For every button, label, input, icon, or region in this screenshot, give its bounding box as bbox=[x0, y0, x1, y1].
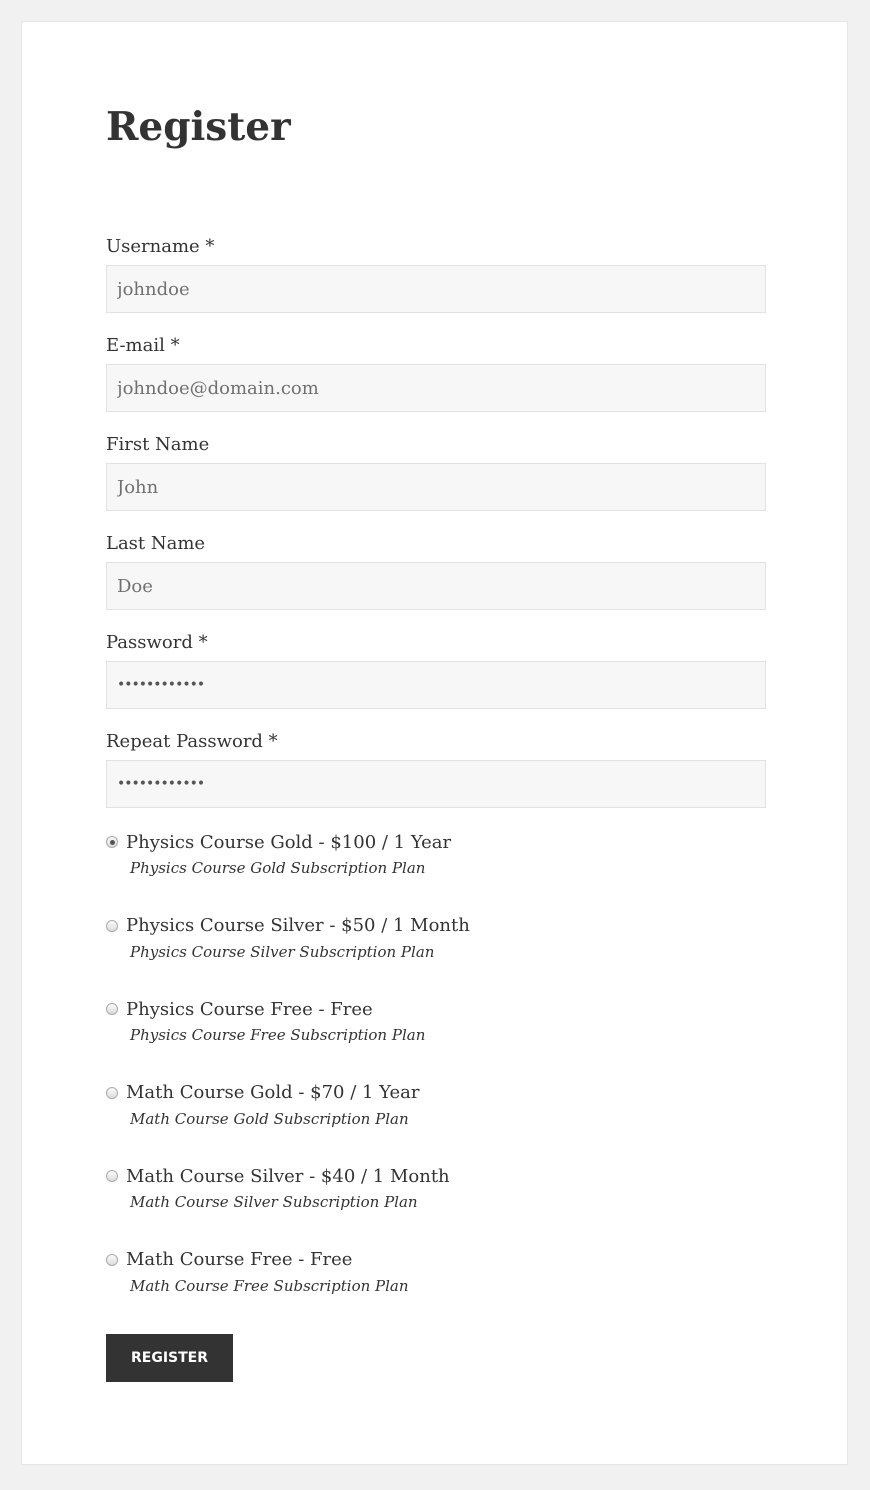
email-field bbox=[106, 334, 766, 412]
last-name-input[interactable] bbox=[106, 562, 766, 610]
plan-option[interactable] bbox=[106, 913, 766, 961]
plan-radio[interactable] bbox=[106, 1003, 118, 1015]
first-name-label: First Name bbox=[106, 434, 210, 455]
plan-option[interactable] bbox=[106, 1247, 766, 1295]
plan-title[interactable]: Math Course Gold - $70 / 1 Year bbox=[126, 1082, 420, 1103]
password-field bbox=[106, 631, 766, 709]
repeat-password-label: Repeat Password * bbox=[106, 731, 278, 752]
username-field bbox=[106, 235, 766, 313]
password-input[interactable] bbox=[106, 661, 766, 709]
plan-title[interactable]: Physics Course Gold - $100 / 1 Year bbox=[126, 831, 452, 853]
register-card bbox=[21, 21, 848, 1465]
plan-description: Math Course Gold Subscription Plan bbox=[130, 1109, 409, 1128]
plan-radio[interactable] bbox=[106, 836, 118, 848]
plan-option[interactable] bbox=[106, 996, 766, 1044]
password-label: Password * bbox=[106, 632, 208, 653]
plan-radio[interactable] bbox=[106, 1087, 118, 1099]
plan-description: Physics Course Gold Subscription Plan bbox=[130, 859, 426, 877]
first-name-field bbox=[106, 433, 766, 511]
plan-description: Physics Course Free Subscription Plan bbox=[130, 1026, 426, 1044]
plan-option[interactable] bbox=[106, 1163, 766, 1211]
plan-description: Physics Course Silver Subscription Plan bbox=[130, 942, 435, 961]
page-title: Register bbox=[106, 104, 291, 150]
plan-description: Math Course Silver Subscription Plan bbox=[130, 1193, 418, 1211]
email-label: E-mail * bbox=[106, 335, 180, 356]
first-name-input[interactable] bbox=[106, 463, 766, 511]
plan-title[interactable]: Math Course Silver - $40 / 1 Month bbox=[126, 1165, 450, 1187]
register-button[interactable]: REGISTER bbox=[106, 1334, 233, 1382]
last-name-field bbox=[106, 532, 766, 610]
plan-description: Math Course Free Subscription Plan bbox=[130, 1276, 409, 1295]
username-input[interactable] bbox=[106, 265, 766, 313]
last-name-label: Last Name bbox=[106, 533, 206, 554]
plan-radio[interactable] bbox=[106, 1254, 118, 1266]
plan-option[interactable] bbox=[106, 1080, 766, 1128]
plan-title[interactable]: Physics Course Free - Free bbox=[126, 998, 373, 1020]
plan-title[interactable]: Physics Course Silver - $50 / 1 Month bbox=[126, 915, 470, 936]
repeat-password-field bbox=[106, 730, 766, 808]
username-label: Username * bbox=[106, 236, 215, 257]
email-input[interactable] bbox=[106, 364, 766, 412]
plan-title[interactable]: Math Course Free - Free bbox=[126, 1249, 353, 1270]
plan-radio[interactable] bbox=[106, 920, 118, 932]
repeat-password-input[interactable] bbox=[106, 760, 766, 808]
plan-option[interactable] bbox=[106, 829, 766, 877]
plan-radio[interactable] bbox=[106, 1170, 118, 1182]
